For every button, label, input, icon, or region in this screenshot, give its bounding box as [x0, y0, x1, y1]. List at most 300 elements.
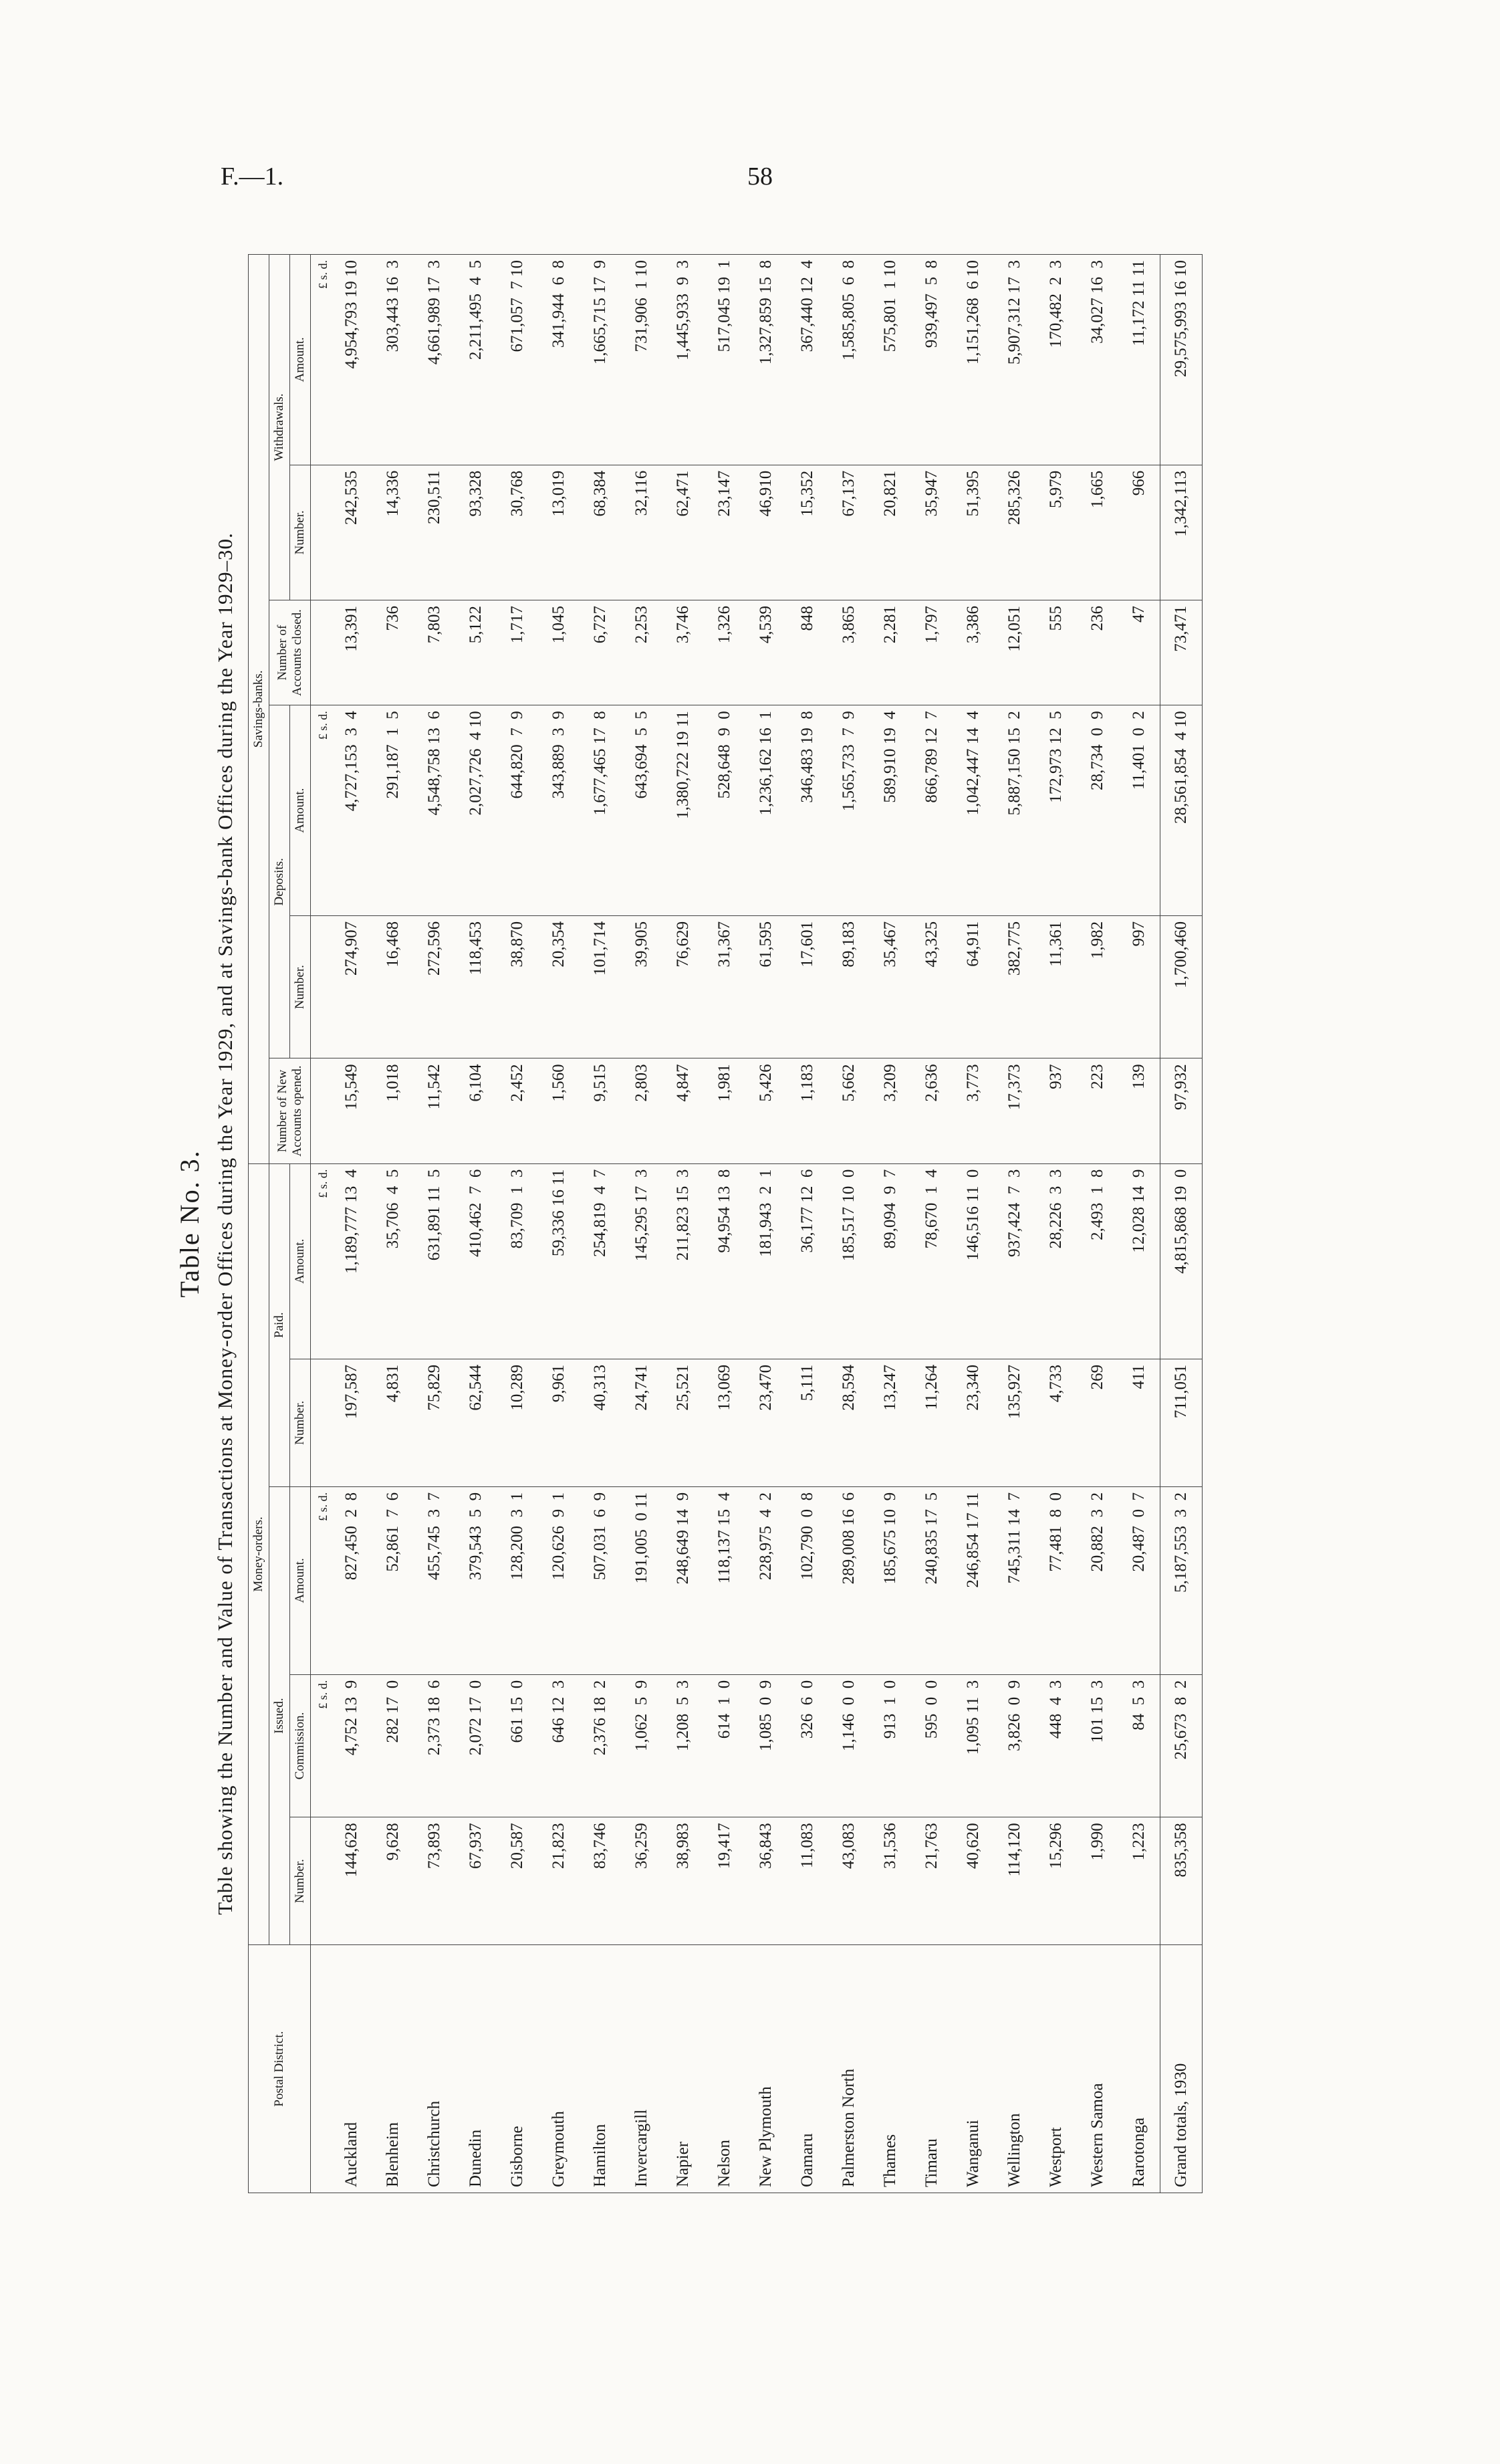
cell-wd-amt: 4,954,793 19 10 — [331, 255, 372, 465]
cell-paid-no: 5,111 — [787, 1359, 828, 1486]
cell-iss-no: 1,990 — [1077, 1817, 1118, 1945]
cell-district: Wanganui — [953, 1945, 994, 2193]
header-withdrawals-number: Number. — [290, 465, 311, 600]
table-row — [870, 255, 911, 2193]
table-row — [953, 255, 994, 2193]
cell-dep-amt: 866,789 12 7 — [911, 705, 953, 916]
table-row — [994, 255, 1035, 2193]
table-row — [1035, 255, 1077, 2193]
cell-wd-amt: 29,575,993 16 10 — [1160, 255, 1203, 465]
units-withdrawals-amount: £ s. d. — [311, 255, 332, 465]
cell-new-acc: 4,847 — [662, 1058, 704, 1163]
cell-comm: 1,146 0 0 — [828, 1674, 870, 1817]
cell-iss-amt: 102,790 0 8 — [787, 1486, 828, 1674]
cell-paid-amt: 59,336 16 11 — [538, 1163, 580, 1359]
cell-dep-amt: 2,027,726 4 10 — [455, 705, 497, 916]
cell-paid-no: 135,927 — [994, 1359, 1035, 1486]
cell-dep-amt: 172,973 12 5 — [1035, 705, 1077, 916]
cell-wd-no: 285,326 — [994, 465, 1035, 600]
cell-iss-amt: 120,626 9 1 — [538, 1486, 580, 1674]
cell-iss-no: 20,587 — [497, 1817, 538, 1945]
header-paid-number: Number. — [290, 1359, 311, 1486]
cell-paid-amt: 181,943 2 1 — [745, 1163, 787, 1359]
cell-comm: 2,373 18 6 — [414, 1674, 455, 1817]
cell-dep-no: 43,325 — [911, 915, 953, 1058]
cell-dep-amt: 4,548,758 13 6 — [414, 705, 455, 916]
cell-iss-no: 144,628 — [331, 1817, 372, 1945]
cell-new-acc: 6,104 — [455, 1058, 497, 1163]
table-row — [704, 255, 745, 2193]
cell-closed: 6,727 — [580, 600, 621, 705]
cell-iss-no: 43,083 — [828, 1817, 870, 1945]
cell-dep-amt: 28,561,854 4 10 — [1160, 705, 1203, 916]
cell-wd-amt: 517,045 19 1 — [704, 255, 745, 465]
cell-dep-no: 61,595 — [745, 915, 787, 1058]
cell-comm: 25,673 8 2 — [1160, 1674, 1203, 1817]
cell-iss-amt: 240,835 17 5 — [911, 1486, 953, 1674]
header-deposits-number: Number. — [290, 915, 311, 1058]
cell-iss-no: 83,746 — [580, 1817, 621, 1945]
cell-paid-amt: 1,189,777 13 4 — [331, 1163, 372, 1359]
cell-closed: 12,051 — [994, 600, 1035, 705]
cell-comm: 282 17 0 — [372, 1674, 414, 1817]
cell-new-acc: 1,560 — [538, 1058, 580, 1163]
header-withdrawals-amount: Amount. — [290, 255, 311, 465]
table-subtitle: Table showing the Number and Value of Transactions at Money-order Offices during the Year 1929, and at Savings-bank Offices during the Year 1929–30. — [213, 532, 237, 1915]
cell-closed: 5,122 — [455, 600, 497, 705]
cell-iss-amt: 246,854 17 11 — [953, 1486, 994, 1674]
cell-iss-no: 31,536 — [870, 1817, 911, 1945]
cell-paid-amt: 2,493 1 8 — [1077, 1163, 1118, 1359]
cell-iss-amt: 745,311 14 7 — [994, 1486, 1035, 1674]
cell-wd-amt: 671,057 7 10 — [497, 255, 538, 465]
cell-paid-no: 23,470 — [745, 1359, 787, 1486]
cell-wd-no: 68,384 — [580, 465, 621, 600]
cell-iss-amt: 289,008 16 6 — [828, 1486, 870, 1674]
cell-closed: 3,386 — [953, 600, 994, 705]
cell-iss-amt: 20,487 0 7 — [1118, 1486, 1160, 1674]
cell-iss-no: 19,417 — [704, 1817, 745, 1945]
cell-closed: 236 — [1077, 600, 1118, 705]
cell-wd-no: 14,336 — [372, 465, 414, 600]
cell-paid-no: 13,069 — [704, 1359, 745, 1486]
cell-wd-no: 32,116 — [621, 465, 662, 600]
cell-wd-no: 966 — [1118, 465, 1160, 600]
cell-wd-amt: 341,944 6 8 — [538, 255, 580, 465]
cell-paid-no: 40,313 — [580, 1359, 621, 1486]
cell-dep-no: 39,905 — [621, 915, 662, 1058]
header-paid-amount: Amount. — [290, 1163, 311, 1359]
units-row — [311, 255, 332, 2193]
cell-comm: 614 1 0 — [704, 1674, 745, 1817]
cell-wd-no: 15,352 — [787, 465, 828, 600]
cell-comm: 646 12 3 — [538, 1674, 580, 1817]
cell-dep-amt: 1,042,447 14 4 — [953, 705, 994, 916]
cell-wd-no: 67,137 — [828, 465, 870, 600]
cell-dep-no: 76,629 — [662, 915, 704, 1058]
page-header-reference: F.—1. — [221, 162, 284, 191]
cell-wd-amt: 367,440 12 4 — [787, 255, 828, 465]
cell-paid-amt: 89,094 9 7 — [870, 1163, 911, 1359]
cell-iss-amt: 185,675 10 9 — [870, 1486, 911, 1674]
cell-paid-amt: 78,670 1 4 — [911, 1163, 953, 1359]
cell-dep-no: 64,911 — [953, 915, 994, 1058]
cell-iss-amt: 228,975 4 2 — [745, 1486, 787, 1674]
cell-comm: 4,752 13 9 — [331, 1674, 372, 1817]
cell-wd-no: 5,979 — [1035, 465, 1077, 600]
cell-closed: 4,539 — [745, 600, 787, 705]
cell-dep-amt: 1,236,162 16 1 — [745, 705, 787, 916]
header-deposits-amount: Amount. — [290, 705, 311, 916]
header-accounts-closed: Number of Accounts closed. — [269, 600, 311, 705]
cell-district: Gisborne — [497, 1945, 538, 2193]
cell-iss-no: 11,083 — [787, 1817, 828, 1945]
cell-iss-no: 38,983 — [662, 1817, 704, 1945]
cell-district: Westport — [1035, 1945, 1077, 2193]
cell-closed: 7,803 — [414, 600, 455, 705]
table-row — [911, 255, 953, 2193]
cell-wd-amt: 1,585,805 6 8 — [828, 255, 870, 465]
cell-iss-no: 1,223 — [1118, 1817, 1160, 1945]
cell-new-acc: 1,183 — [787, 1058, 828, 1163]
cell-wd-amt: 1,327,859 15 8 — [745, 255, 787, 465]
cell-wd-no: 1,342,113 — [1160, 465, 1203, 600]
cell-paid-amt: 83,709 1 3 — [497, 1163, 538, 1359]
cell-paid-no: 24,741 — [621, 1359, 662, 1486]
table-row — [828, 255, 870, 2193]
cell-district: Auckland — [331, 1945, 372, 2193]
header-issued-amount: Amount. — [290, 1486, 311, 1674]
cell-iss-amt: 379,543 5 9 — [455, 1486, 497, 1674]
cell-iss-amt: 5,187,553 3 2 — [1160, 1486, 1203, 1674]
header-withdrawals: Withdrawals. — [269, 255, 290, 600]
cell-paid-no: 197,587 — [331, 1359, 372, 1486]
cell-dep-amt: 644,820 7 9 — [497, 705, 538, 916]
cell-comm: 3,826 0 9 — [994, 1674, 1035, 1817]
cell-district: Thames — [870, 1945, 911, 2193]
cell-dep-amt: 4,727,153 3 4 — [331, 705, 372, 916]
cell-wd-no: 46,910 — [745, 465, 787, 600]
cell-dep-no: 274,907 — [331, 915, 372, 1058]
cell-wd-no: 35,947 — [911, 465, 953, 600]
table-row — [1077, 255, 1118, 2193]
cell-iss-no: 835,358 — [1160, 1817, 1203, 1945]
cell-paid-amt: 410,462 7 6 — [455, 1163, 497, 1359]
cell-closed: 3,746 — [662, 600, 704, 705]
cell-iss-no: 36,843 — [745, 1817, 787, 1945]
cell-new-acc: 5,426 — [745, 1058, 787, 1163]
cell-new-acc: 139 — [1118, 1058, 1160, 1163]
cell-paid-amt: 211,823 15 3 — [662, 1163, 704, 1359]
cell-dep-amt: 528,648 9 0 — [704, 705, 745, 916]
cell-district: Invercargill — [621, 1945, 662, 2193]
header-paid: Paid. — [269, 1163, 290, 1486]
cell-wd-amt: 4,661,989 17 3 — [414, 255, 455, 465]
cell-iss-amt: 455,745 3 7 — [414, 1486, 455, 1674]
cell-wd-amt: 34,027 16 3 — [1077, 255, 1118, 465]
cell-iss-amt: 52,861 7 6 — [372, 1486, 414, 1674]
cell-iss-amt: 20,882 3 2 — [1077, 1486, 1118, 1674]
cell-paid-no: 10,289 — [497, 1359, 538, 1486]
cell-comm: 101 15 3 — [1077, 1674, 1118, 1817]
cell-dep-no: 1,982 — [1077, 915, 1118, 1058]
cell-new-acc: 2,803 — [621, 1058, 662, 1163]
cell-paid-no: 23,340 — [953, 1359, 994, 1486]
cell-comm: 1,208 5 3 — [662, 1674, 704, 1817]
cell-closed: 1,326 — [704, 600, 745, 705]
cell-district: Oamaru — [787, 1945, 828, 2193]
table-row — [497, 255, 538, 2193]
cell-paid-amt: 146,516 11 0 — [953, 1163, 994, 1359]
cell-district: New Plymouth — [745, 1945, 787, 2193]
cell-new-acc: 2,452 — [497, 1058, 538, 1163]
table-header — [249, 255, 311, 2193]
cell-closed: 2,253 — [621, 600, 662, 705]
cell-new-acc: 15,549 — [331, 1058, 372, 1163]
cell-iss-no: 67,937 — [455, 1817, 497, 1945]
cell-district: Rarotonga — [1118, 1945, 1160, 2193]
cell-dep-no: 89,183 — [828, 915, 870, 1058]
cell-district: Hamilton — [580, 1945, 621, 2193]
cell-paid-no: 11,264 — [911, 1359, 953, 1486]
cell-dep-amt: 346,483 19 8 — [787, 705, 828, 916]
cell-iss-no: 114,120 — [994, 1817, 1035, 1945]
cell-dep-no: 382,775 — [994, 915, 1035, 1058]
cell-iss-no: 21,823 — [538, 1817, 580, 1945]
cell-paid-amt: 94,954 13 8 — [704, 1163, 745, 1359]
cell-iss-amt: 827,450 2 8 — [331, 1486, 372, 1674]
cell-wd-amt: 5,907,312 17 3 — [994, 255, 1035, 465]
cell-closed: 73,471 — [1160, 600, 1203, 705]
cell-paid-no: 269 — [1077, 1359, 1118, 1486]
cell-new-acc: 1,018 — [372, 1058, 414, 1163]
units-issued-amount: £ s. d. — [311, 1486, 332, 1674]
cell-district: Nelson — [704, 1945, 745, 2193]
table-row — [414, 255, 455, 2193]
cell-dep-no: 20,354 — [538, 915, 580, 1058]
header-savings-banks: Savings-banks. — [249, 255, 269, 1164]
transactions-table — [248, 254, 1203, 2193]
cell-dep-no: 11,361 — [1035, 915, 1077, 1058]
cell-wd-no: 20,821 — [870, 465, 911, 600]
cell-district: Grand totals, 1930 — [1160, 1945, 1203, 2193]
cell-wd-amt: 1,665,715 17 9 — [580, 255, 621, 465]
cell-wd-no: 51,395 — [953, 465, 994, 600]
table-title: Table No. 3. — [174, 1149, 205, 1298]
cell-wd-no: 30,768 — [497, 465, 538, 600]
cell-iss-amt: 507,031 6 9 — [580, 1486, 621, 1674]
table-row — [372, 255, 414, 2193]
cell-paid-amt: 631,891 11 5 — [414, 1163, 455, 1359]
cell-iss-no: 9,628 — [372, 1817, 414, 1945]
cell-dep-no: 101,714 — [580, 915, 621, 1058]
cell-dep-no: 118,453 — [455, 915, 497, 1058]
cell-district: Christchurch — [414, 1945, 455, 2193]
cell-paid-no: 13,247 — [870, 1359, 911, 1486]
cell-dep-no: 35,467 — [870, 915, 911, 1058]
table-row — [538, 255, 580, 2193]
cell-iss-amt: 128,200 3 1 — [497, 1486, 538, 1674]
cell-paid-no: 75,829 — [414, 1359, 455, 1486]
cell-comm: 1,085 0 9 — [745, 1674, 787, 1817]
cell-comm: 84 5 3 — [1118, 1674, 1160, 1817]
cell-new-acc: 937 — [1035, 1058, 1077, 1163]
cell-dep-amt: 1,565,733 7 9 — [828, 705, 870, 916]
header-new-accounts: Number of New Accounts opened. — [269, 1058, 311, 1163]
cell-closed: 848 — [787, 600, 828, 705]
table-row — [662, 255, 704, 2193]
header-deposits: Deposits. — [269, 705, 290, 1058]
cell-wd-amt: 939,497 5 8 — [911, 255, 953, 465]
cell-closed: 2,281 — [870, 600, 911, 705]
header-postal-district: Postal District. — [249, 1945, 311, 2193]
cell-dep-no: 16,468 — [372, 915, 414, 1058]
cell-comm: 2,072 17 0 — [455, 1674, 497, 1817]
cell-comm: 913 1 0 — [870, 1674, 911, 1817]
cell-dep-amt: 343,889 3 9 — [538, 705, 580, 916]
cell-closed: 736 — [372, 600, 414, 705]
cell-iss-no: 21,763 — [911, 1817, 953, 1945]
cell-district: Blenheim — [372, 1945, 414, 2193]
cell-wd-amt: 11,172 11 11 — [1118, 255, 1160, 465]
table-row — [455, 255, 497, 2193]
cell-new-acc: 9,515 — [580, 1058, 621, 1163]
cell-iss-amt: 118,137 15 4 — [704, 1486, 745, 1674]
cell-district: Napier — [662, 1945, 704, 2193]
cell-paid-no: 25,521 — [662, 1359, 704, 1486]
table-body — [311, 255, 1203, 2193]
cell-new-acc: 223 — [1077, 1058, 1118, 1163]
cell-paid-amt: 36,177 12 6 — [787, 1163, 828, 1359]
cell-wd-amt: 303,443 16 3 — [372, 255, 414, 465]
cell-comm: 2,376 18 2 — [580, 1674, 621, 1817]
cell-paid-amt: 254,819 4 7 — [580, 1163, 621, 1359]
cell-closed: 3,865 — [828, 600, 870, 705]
cell-wd-amt: 2,211,495 4 5 — [455, 255, 497, 465]
cell-wd-amt: 170,482 2 3 — [1035, 255, 1077, 465]
cell-iss-no: 15,296 — [1035, 1817, 1077, 1945]
cell-iss-no: 73,893 — [414, 1817, 455, 1945]
table-row — [331, 255, 372, 2193]
cell-new-acc: 97,932 — [1160, 1058, 1203, 1163]
cell-paid-amt: 28,226 3 3 — [1035, 1163, 1077, 1359]
header-issued-commission: Commission. — [290, 1674, 311, 1817]
cell-paid-no: 4,733 — [1035, 1359, 1077, 1486]
units-paid-amount: £ s. d. — [311, 1163, 332, 1359]
cell-closed: 1,717 — [497, 600, 538, 705]
cell-comm: 1,062 5 9 — [621, 1674, 662, 1817]
cell-new-acc: 3,773 — [953, 1058, 994, 1163]
page-number: 58 — [747, 162, 773, 191]
cell-new-acc: 3,209 — [870, 1058, 911, 1163]
units-deposits-amount: £ s. d. — [311, 705, 332, 916]
cell-wd-no: 23,147 — [704, 465, 745, 600]
cell-closed: 555 — [1035, 600, 1077, 705]
cell-district: Greymouth — [538, 1945, 580, 2193]
cell-dep-no: 38,870 — [497, 915, 538, 1058]
cell-wd-no: 13,019 — [538, 465, 580, 600]
cell-district: Timaru — [911, 1945, 953, 2193]
cell-wd-amt: 731,906 1 10 — [621, 255, 662, 465]
cell-dep-no: 997 — [1118, 915, 1160, 1058]
cell-closed: 1,797 — [911, 600, 953, 705]
cell-wd-no: 93,328 — [455, 465, 497, 600]
cell-iss-amt: 191,005 0 11 — [621, 1486, 662, 1674]
cell-closed: 13,391 — [331, 600, 372, 705]
cell-dep-no: 1,700,460 — [1160, 915, 1203, 1058]
table-row — [787, 255, 828, 2193]
cell-paid-no: 9,961 — [538, 1359, 580, 1486]
header-issued-number: Number. — [290, 1817, 311, 1945]
cell-comm: 595 0 0 — [911, 1674, 953, 1817]
cell-dep-amt: 1,677,465 17 8 — [580, 705, 621, 916]
cell-wd-no: 242,535 — [331, 465, 372, 600]
cell-wd-no: 230,511 — [414, 465, 455, 600]
cell-wd-no: 1,665 — [1077, 465, 1118, 600]
header-money-orders: Money-orders. — [249, 1163, 269, 1945]
cell-paid-amt: 35,706 4 5 — [372, 1163, 414, 1359]
table-row — [745, 255, 787, 2193]
cell-paid-amt: 145,295 17 3 — [621, 1163, 662, 1359]
cell-paid-amt: 937,424 7 3 — [994, 1163, 1035, 1359]
table-row — [621, 255, 662, 2193]
cell-wd-no: 62,471 — [662, 465, 704, 600]
header-issued: Issued. — [269, 1486, 290, 1944]
cell-paid-no: 411 — [1118, 1359, 1160, 1486]
cell-comm: 1,095 11 3 — [953, 1674, 994, 1817]
cell-wd-amt: 575,801 1 10 — [870, 255, 911, 465]
cell-dep-amt: 5,887,150 15 2 — [994, 705, 1035, 916]
cell-paid-no: 62,544 — [455, 1359, 497, 1486]
cell-comm: 661 15 0 — [497, 1674, 538, 1817]
cell-paid-no: 28,594 — [828, 1359, 870, 1486]
cell-new-acc: 5,662 — [828, 1058, 870, 1163]
cell-dep-amt: 291,187 1 5 — [372, 705, 414, 916]
cell-dep-amt: 1,380,722 19 11 — [662, 705, 704, 916]
cell-district: Dunedin — [455, 1945, 497, 2193]
cell-wd-amt: 1,445,933 9 3 — [662, 255, 704, 465]
cell-district: Western Samoa — [1077, 1945, 1118, 2193]
cell-new-acc: 17,373 — [994, 1058, 1035, 1163]
cell-dep-amt: 643,694 5 5 — [621, 705, 662, 916]
cell-iss-amt: 77,481 8 0 — [1035, 1486, 1077, 1674]
cell-paid-amt: 4,815,868 19 0 — [1160, 1163, 1203, 1359]
units-commission: £ s. d. — [311, 1674, 332, 1817]
cell-wd-amt: 1,151,268 6 10 — [953, 255, 994, 465]
cell-new-acc: 1,981 — [704, 1058, 745, 1163]
table-row — [1118, 255, 1160, 2193]
cell-paid-no: 4,831 — [372, 1359, 414, 1486]
cell-comm: 326 6 0 — [787, 1674, 828, 1817]
cell-new-acc: 11,542 — [414, 1058, 455, 1163]
cell-new-acc: 2,636 — [911, 1058, 953, 1163]
rotated-table-page — [174, 254, 1417, 2193]
cell-comm: 448 4 3 — [1035, 1674, 1077, 1817]
cell-dep-no: 17,601 — [787, 915, 828, 1058]
cell-dep-amt: 11,401 0 2 — [1118, 705, 1160, 916]
cell-dep-no: 31,367 — [704, 915, 745, 1058]
cell-dep-amt: 28,734 0 9 — [1077, 705, 1118, 916]
cell-dep-no: 272,596 — [414, 915, 455, 1058]
cell-district: Palmerston North — [828, 1945, 870, 2193]
cell-iss-no: 40,620 — [953, 1817, 994, 1945]
cell-closed: 47 — [1118, 600, 1160, 705]
cell-paid-no: 711,051 — [1160, 1359, 1203, 1486]
cell-iss-no: 36,259 — [621, 1817, 662, 1945]
cell-district: Wellington — [994, 1945, 1035, 2193]
cell-paid-amt: 12,028 14 9 — [1118, 1163, 1160, 1359]
cell-paid-amt: 185,517 10 0 — [828, 1163, 870, 1359]
